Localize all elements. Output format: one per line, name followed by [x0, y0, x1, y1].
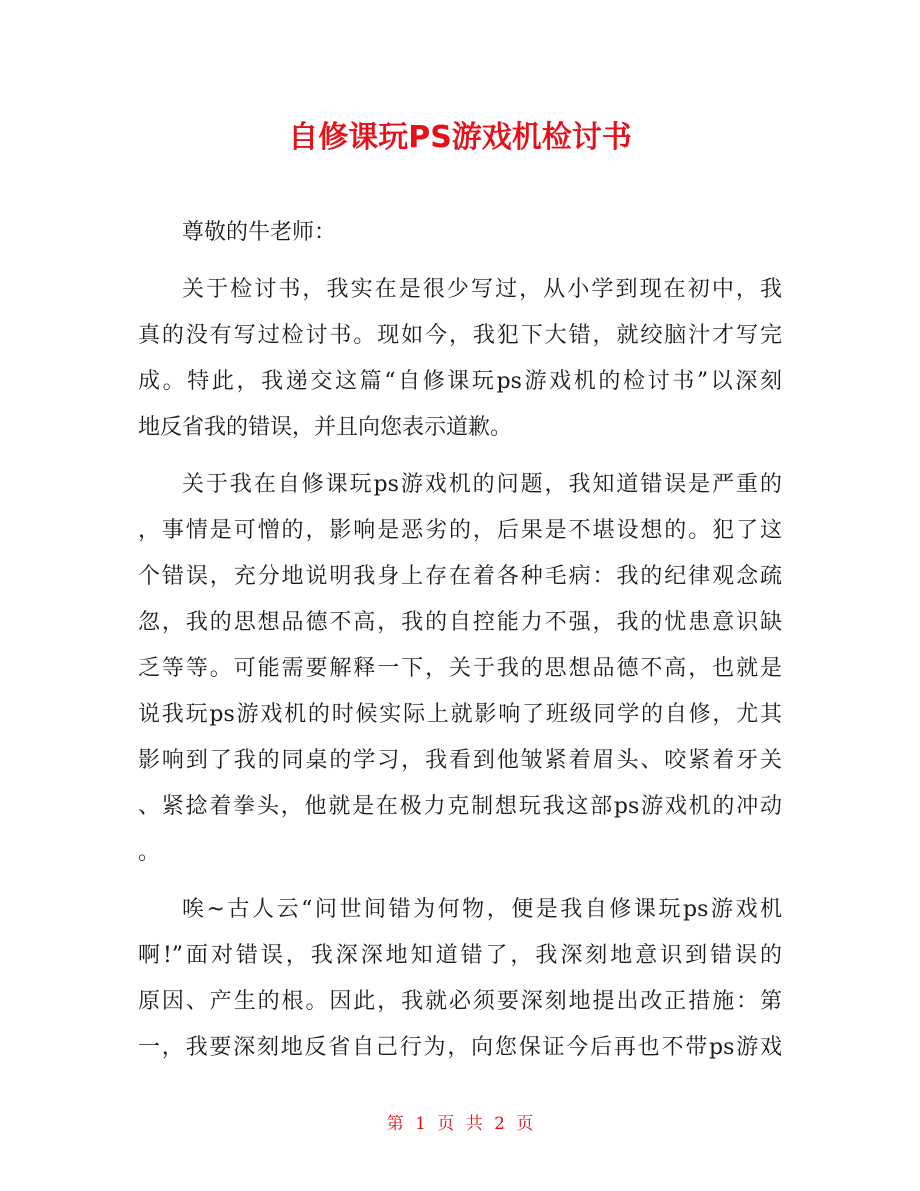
paragraph-line: 一，我要深刻地反省自己行为，向您保证今后再也不带ps游戏 [138, 1035, 782, 1060]
paragraph-line: 成。特此，我递交这篇“自修课玩ps游戏机的检讨书”以深刻 [138, 369, 782, 394]
paragraph-line: 唉~古人云“问世间错为何物，便是我自修课玩ps游戏机 [182, 897, 782, 922]
paragraph-line: 、紧捻着拳头，他就是在极力克制想玩我这部ps游戏机的冲动 [138, 794, 782, 819]
paragraph-line: 个错误，充分地说明我身上存在着各种毛病：我的纪律观念疏 [138, 564, 782, 589]
document-body [138, 210, 782, 1071]
paragraph-line: 乏等等。可能需要解释一下，关于我的思想品德不高，也就是 [138, 656, 782, 681]
paragraph-line: 原因、产生的根。因此，我就必须要深刻地提出改正措施：第 [138, 989, 782, 1014]
document-title: 自修课玩PS游戏机检讨书 [288, 120, 632, 155]
paragraph-line: 说我玩ps游戏机的时候实际上就影响了班级同学的自修，尤其 [138, 702, 782, 727]
paragraph-line: 影响到了我的同桌的学习，我看到他皱紧着眉头、咬紧着牙关 [138, 748, 782, 773]
paragraph-line: ，事情是可憎的，影响是恶劣的，后果是不堪设想的。犯了这 [138, 518, 782, 543]
page-footer: 第 1 页 共 2 页 [386, 1114, 534, 1134]
paragraph-line: 地反省我的错误，并且向您表示道歉。 [138, 415, 513, 440]
paragraph-3 [138, 887, 782, 1071]
paragraph-line: 忽，我的思想品德不高，我的自控能力不强，我的忧患意识缺 [138, 610, 782, 635]
salutation: 尊敬的牛老师： [182, 220, 337, 245]
paragraph-line: 。 [138, 840, 161, 865]
paragraph-1 [138, 267, 782, 451]
paragraph-line: 啊!”面对错误，我深深地知道错了，我深刻地意识到错误的 [138, 943, 782, 968]
paragraph-line: 关于检讨书，我实在是很少写过，从小学到现在初中，我 [182, 277, 782, 302]
paragraph-line: 真的没有写过检讨书。现如今，我犯下大错，就绞脑汁才写完 [138, 323, 782, 348]
paragraph-2 [138, 462, 782, 876]
paragraph-line: 关于我在自修课玩ps游戏机的问题，我知道错误是严重的 [182, 472, 782, 497]
